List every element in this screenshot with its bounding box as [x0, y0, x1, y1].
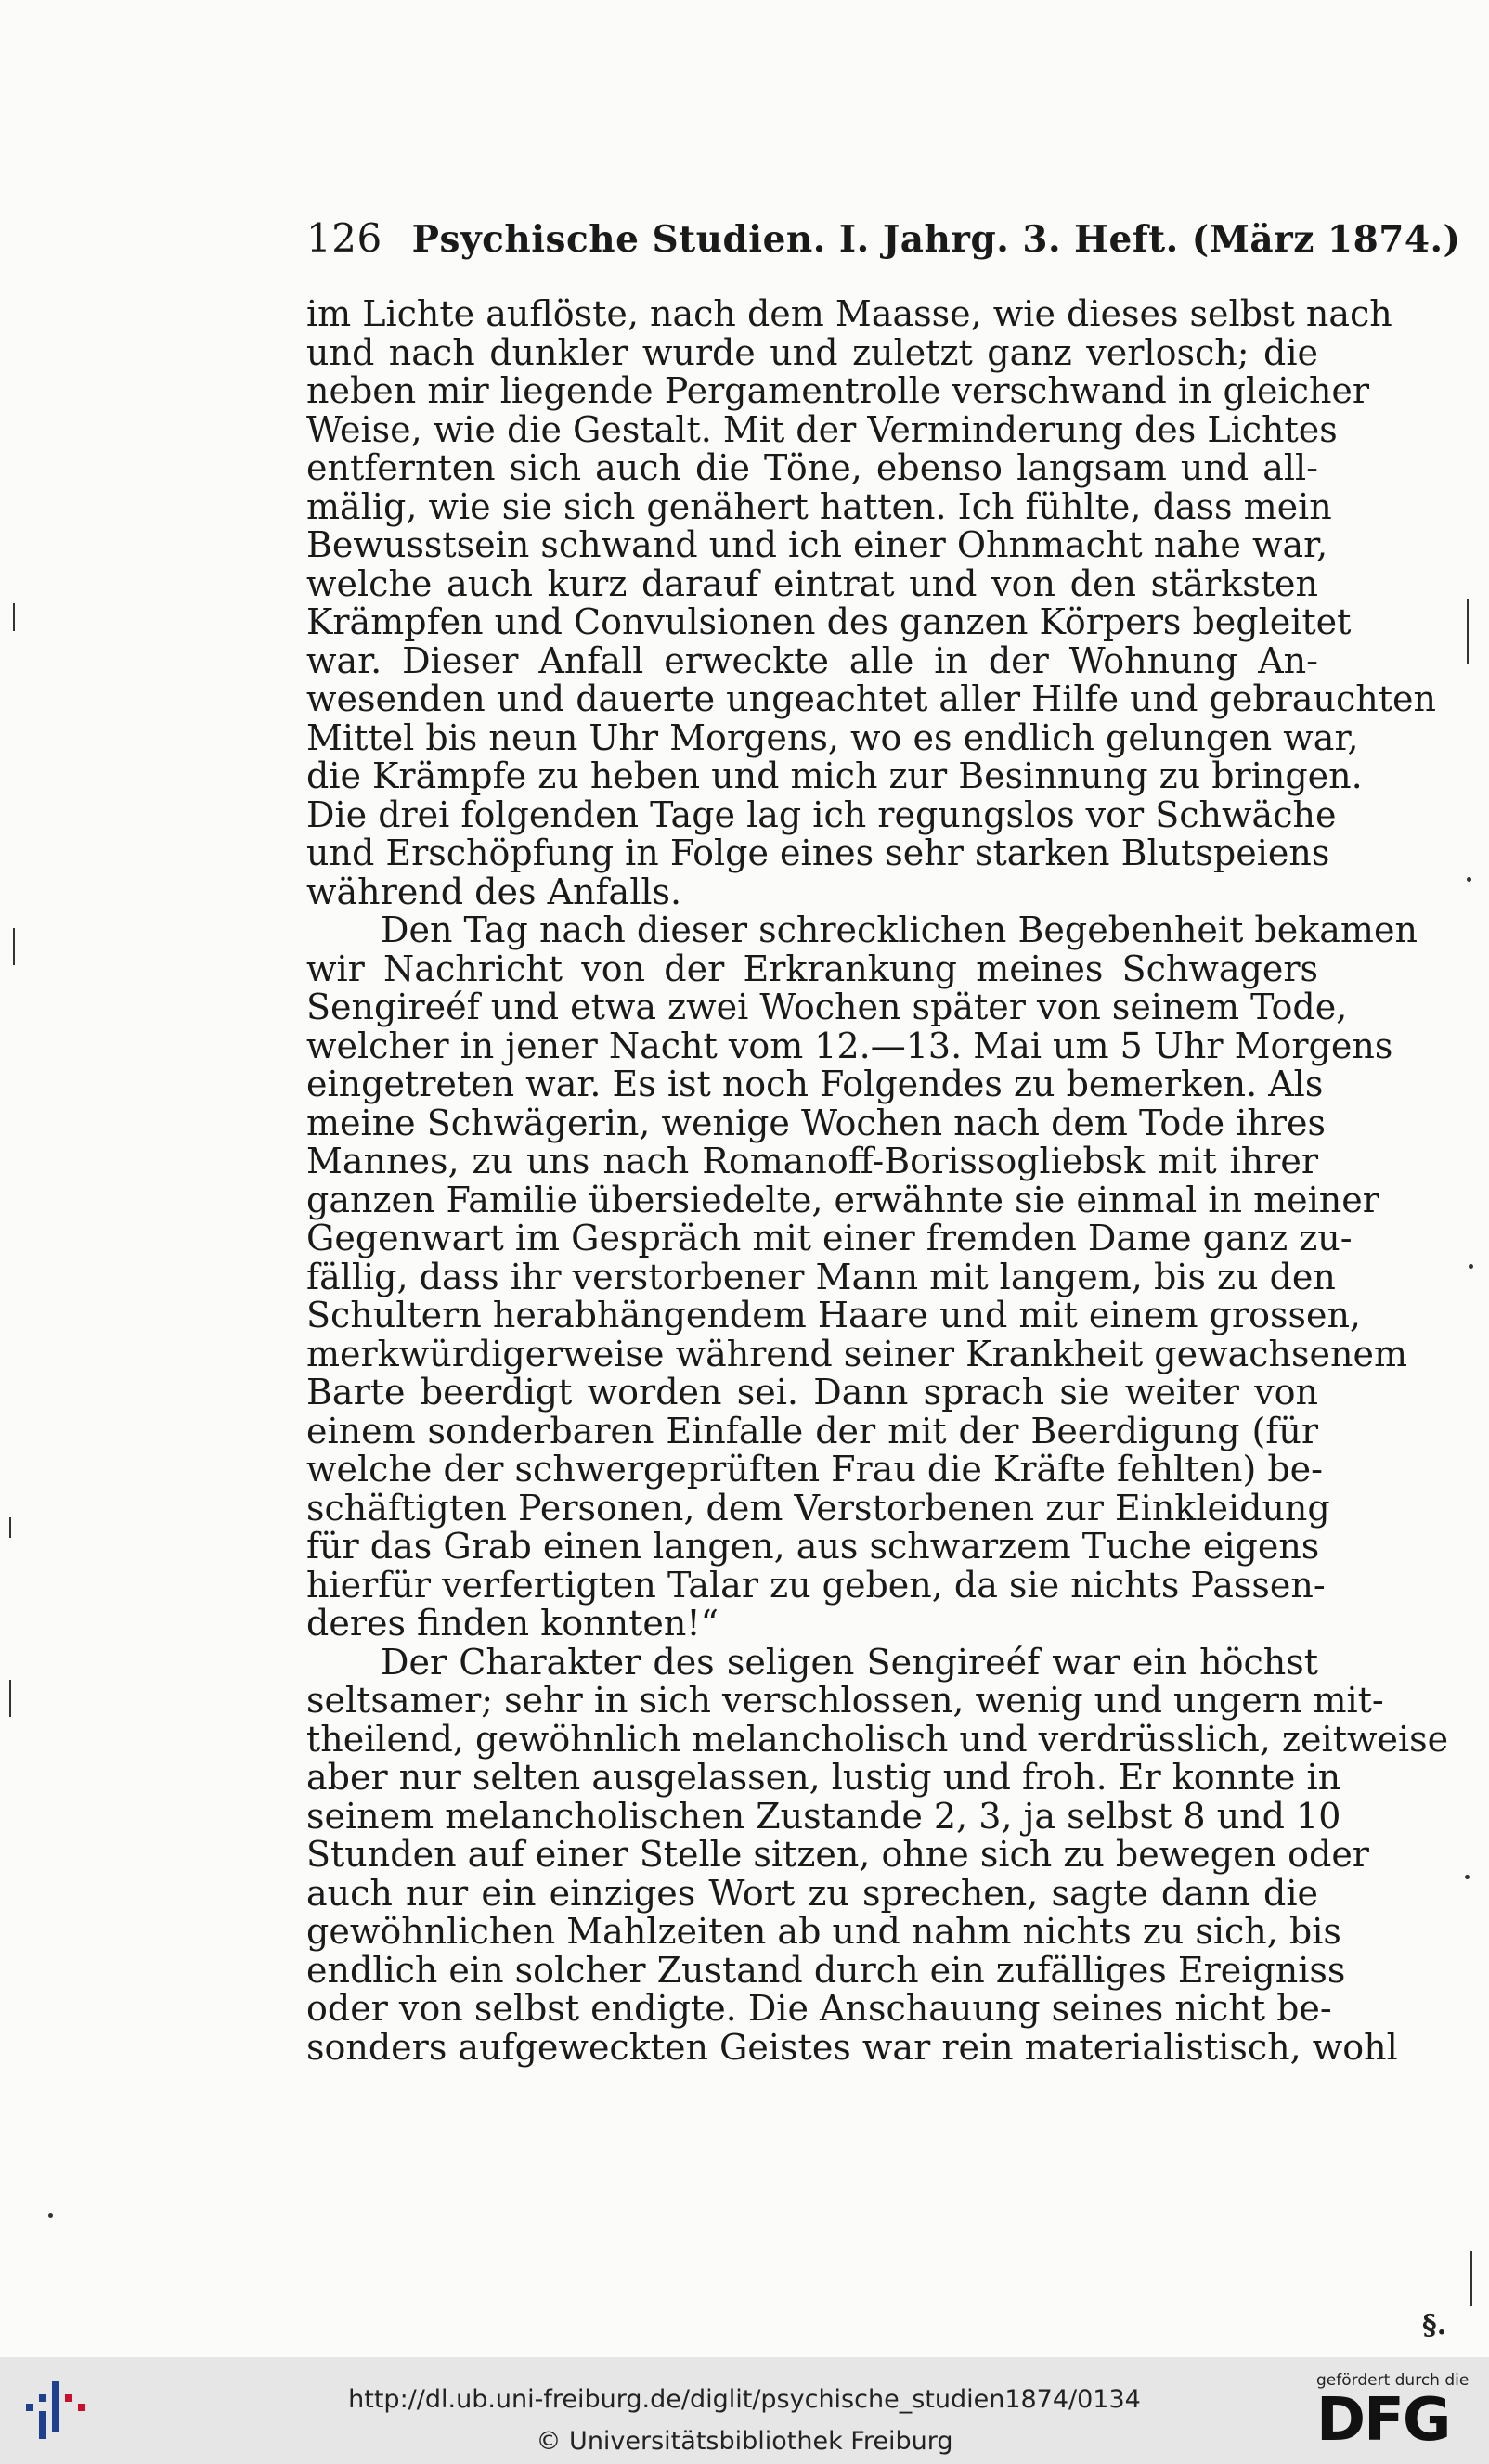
text-line: theilend, gewöhnlich melancholisch und verdrüsslich, zeitweise	[306, 1718, 1449, 1760]
text-line: auch nur ein einziges Wort zu sprechen, sagte dann die	[306, 1872, 1318, 1914]
text-line: Mittel bis neun Uhr Morgens, wo es endlich gelungen war,	[306, 716, 1359, 758]
text-line: Der Charakter des seligen Sengireéf war ein höchst	[381, 1641, 1318, 1683]
text-line: während des Anfalls.	[306, 871, 682, 912]
text-line: Den Tag nach dieser schrecklichen Begebenheit bekamen	[381, 909, 1418, 950]
text-line: die Krämpfe zu heben und mich zur Besinnung zu bringen.	[306, 755, 1363, 796]
text-line: fällig, dass ihr verstorbener Mann mit langem, bis zu den	[306, 1256, 1336, 1297]
text-line: wir Nachricht von der Erkrankung meines Schwagers	[306, 948, 1318, 989]
dfg-caption: gefördert durch die	[1316, 2371, 1470, 2390]
text-line: merkwürdigerweise während seiner Krankheit gewachsenem	[306, 1333, 1408, 1374]
text-line: einem sonderbaren Einfalle der mit der Beerdigung (für	[306, 1410, 1318, 1451]
body-text	[306, 293, 1449, 2068]
text-line: schäftigten Personen, dem Verstorbenen zur Einkleidung	[306, 1487, 1330, 1529]
text-line: eingetreten war. Es ist noch Folgendes zu bemerken. Als	[306, 1064, 1324, 1104]
text-line: ganzen Familie übersiedelte, erwähnte sie einmal in meiner	[306, 1179, 1379, 1220]
text-line: Gegenwart im Gespräch mit einer fremden Dame ganz zu-	[306, 1218, 1353, 1258]
footer-copyright: © Universitätsbibliothek Freiburg	[536, 2427, 953, 2456]
margin-mark	[9, 1680, 11, 1717]
text-line: hierfür verfertigten Talar zu geben, da sie nichts Passen-	[306, 1564, 1326, 1606]
text-line: wesenden und dauerte ungeachtet aller Hilfe und gebrauchten	[306, 678, 1436, 719]
margin-speck	[1465, 1875, 1470, 1879]
text-line: und Erschöpfung in Folge eines sehr starken Blutspeiens	[306, 832, 1330, 873]
margin-mark	[13, 928, 15, 965]
margin-speck	[1469, 1264, 1473, 1269]
text-line: sonders aufgeweckten Geistes war rein materialistisch, wohl	[306, 2026, 1398, 2068]
text-line: welche der schwergeprüften Frau die Kräfte fehlten) be-	[306, 1449, 1324, 1490]
text-line: Sengireéf und etwa zwei Wochen später von seinem Tode,	[306, 987, 1348, 1027]
margin-mark	[13, 603, 15, 631]
page-number: 126	[306, 215, 382, 261]
text-line: Barte beerdigt worden sei. Dann sprach sie weiter von	[306, 1372, 1318, 1413]
text-line: Schultern herabhängendem Haare und mit einem grossen,	[306, 1295, 1362, 1335]
text-line: deres finden konnten!“	[306, 1603, 719, 1644]
text-line: Bewusstsein schwand und ich einer Ohnmacht nahe war,	[306, 524, 1328, 565]
text-line: oder von selbst endigte. Die Anschauung seines nicht be-	[306, 1988, 1332, 2029]
text-line: endlich ein solcher Zustand durch ein zufälliges Ereigniss	[306, 1949, 1346, 1991]
margin-speck	[48, 2213, 53, 2218]
text-line: Krämpfen und Convulsionen des ganzen Körpers begleitet	[306, 601, 1352, 642]
text-line: Mannes, zu uns nach Romanoff-Borissogliebsk mit ihrer	[306, 1141, 1318, 1181]
text-line: im Lichte auflöste, nach dem Maasse, wie dieses selbst nach	[306, 293, 1392, 334]
signature-mark: §.	[1422, 2309, 1447, 2341]
margin-mark	[1470, 2251, 1472, 2306]
text-line: welche auch kurz darauf eintrat und von den stärksten	[306, 562, 1318, 604]
text-line: seltsamer; sehr in sich verschlossen, wenig und ungern mit-	[306, 1680, 1384, 1721]
text-line: mälig, wie sie sich genähert hatten. Ich fühlte, dass mein	[306, 485, 1332, 527]
text-line: Stunden auf einer Stelle sitzen, ohne sich zu bewegen oder	[306, 1834, 1369, 1875]
text-line: neben mir liegende Pergamentrolle verschwand in gleicher	[306, 370, 1370, 411]
text-line: Weise, wie die Gestalt. Mit der Verminderung des Lichtes	[306, 408, 1338, 450]
text-line: welcher in jener Nacht vom 12.—13. Mai um 5 Uhr Morgens	[306, 1025, 1393, 1066]
text-line: meine Schwägerin, wenige Wochen nach dem Tode ihres	[306, 1102, 1326, 1143]
text-line: aber nur selten ausgelassen, lustig und froh. Er konnte in	[306, 1757, 1341, 1798]
text-line: entfernten sich auch die Töne, ebenso langsam und all-	[306, 447, 1318, 488]
footer-url-link[interactable]: http://dl.ub.uni-freiburg.de/diglit/psychische_studien1874/0134	[348, 2385, 1141, 2414]
margin-speck	[1467, 877, 1471, 882]
running-header	[306, 215, 1461, 261]
text-line: für das Grab einen langen, aus schwarzem Tuche eigens	[306, 1526, 1320, 1567]
text-line: seinem melancholischen Zustande 2, 3, ja selbst 8 und 10	[306, 1795, 1341, 1837]
text-line: war. Dieser Anfall erweckte alle in der Wohnung An-	[306, 639, 1318, 681]
text-line: und nach dunkler wurde und zuletzt ganz verlosch; die	[306, 331, 1318, 373]
dfg-logo-icon: DFG	[1316, 2386, 1450, 2455]
margin-mark	[9, 1517, 11, 1538]
margin-mark	[1467, 599, 1469, 664]
text-line: gewöhnlichen Mahlzeiten ab und nahm nichts zu sich, bis	[306, 1911, 1341, 1952]
text-line: Die drei folgenden Tage lag ich regungslos vor Schwäche	[306, 793, 1337, 835]
running-title: Psychische Studien. I. Jahrg. 3. Heft. (März 1874.)	[411, 218, 1461, 261]
